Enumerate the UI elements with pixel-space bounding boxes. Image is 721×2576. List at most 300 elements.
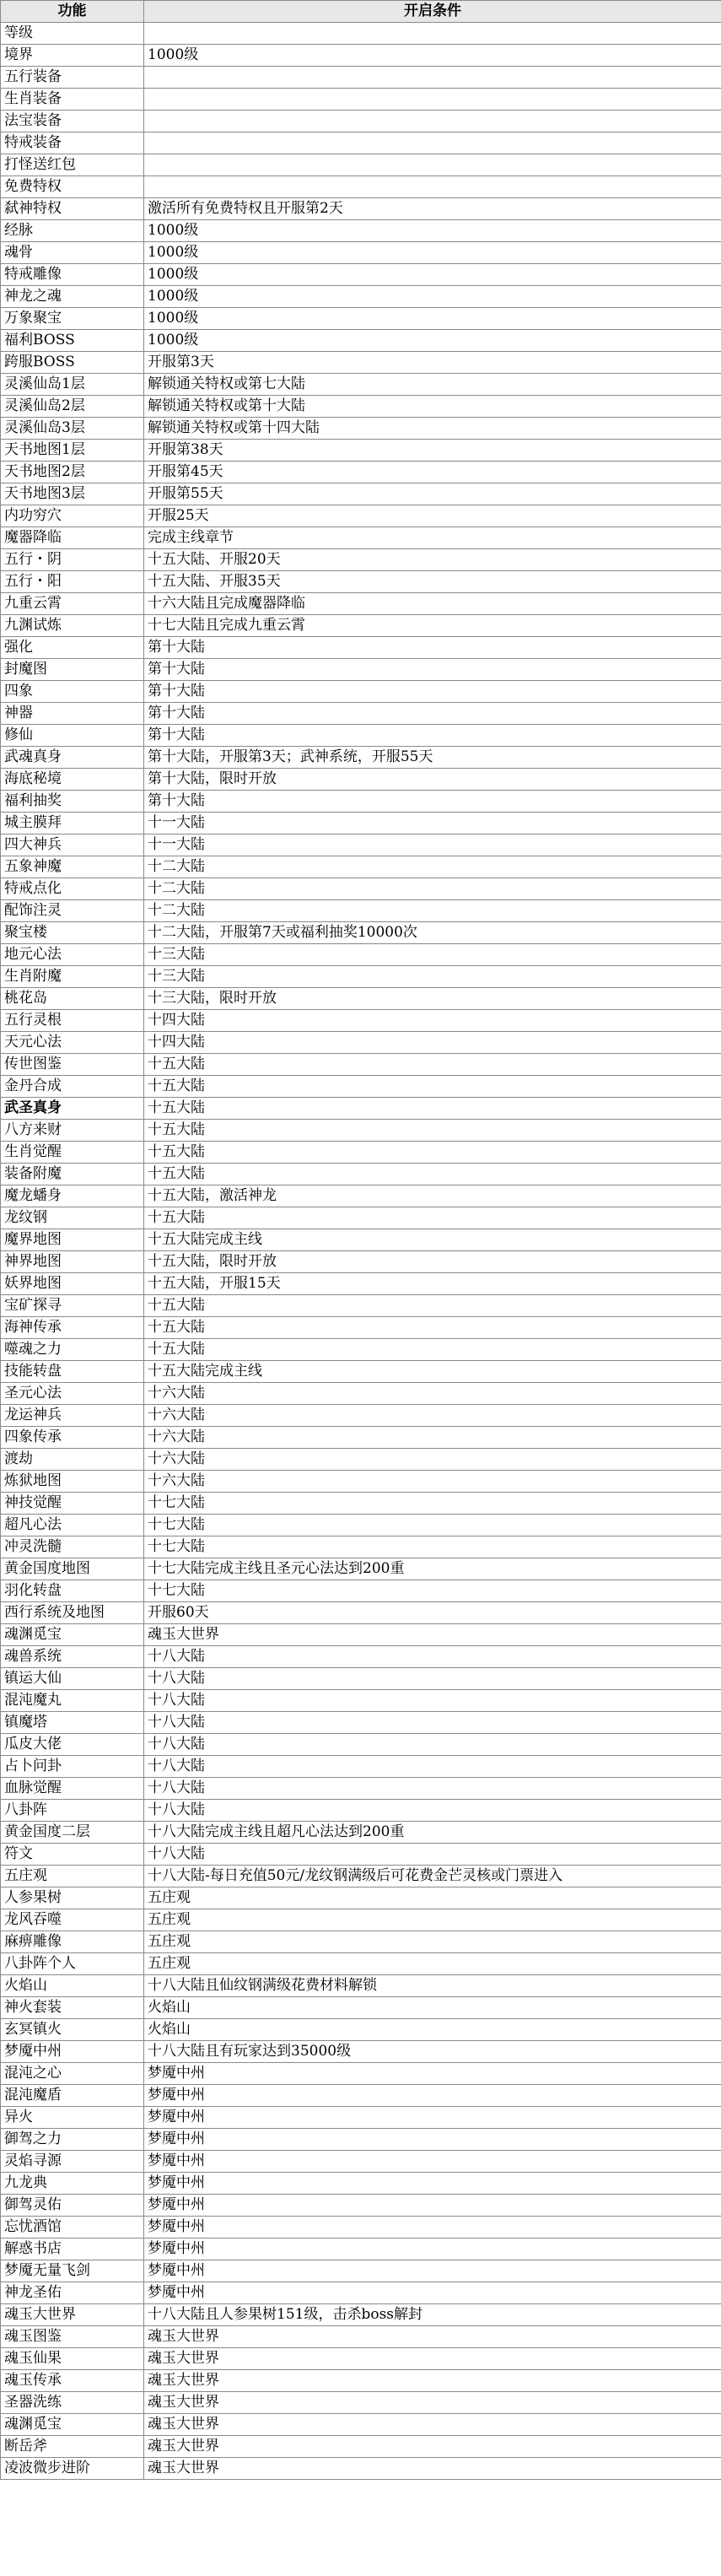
header-row [1, 1, 721, 23]
table-row [1, 1010, 721, 1032]
feature-cell: 混沌之心 [1, 2063, 144, 2085]
condition-cell: 魂玉大世界 [144, 1624, 721, 1646]
feature-cell: 魔器降临 [1, 527, 144, 549]
condition-cell: 魂玉大世界 [144, 2436, 721, 2458]
feature-cell: 龙风吞噬 [1, 1909, 144, 1931]
condition-cell: 十一大陆 [144, 834, 721, 856]
feature-cell: 五行装备 [1, 67, 144, 89]
condition-cell: 十七大陆 [144, 1536, 721, 1558]
table-row [1, 1887, 721, 1909]
feature-cell: 五行・阳 [1, 571, 144, 593]
feature-cell: 桃花岛 [1, 988, 144, 1010]
feature-cell: 八卦阵个人 [1, 1953, 144, 1975]
table-row [1, 2348, 721, 2370]
table-row [1, 2151, 721, 2173]
table-row [1, 1866, 721, 1887]
table-row [1, 2370, 721, 2392]
table-row [1, 1273, 721, 1295]
feature-cell: 八方来财 [1, 1120, 144, 1142]
feature-cell: 瓜皮大佬 [1, 1734, 144, 1756]
condition-cell: 火焰山 [144, 2019, 721, 2041]
feature-cell: 魔界地图 [1, 1229, 144, 1251]
feature-cell: 圣元心法 [1, 1383, 144, 1405]
table-row [1, 1580, 721, 1602]
condition-cell [144, 89, 721, 111]
table-row [1, 1909, 721, 1931]
condition-cell: 梦魇中州 [144, 2260, 721, 2282]
feature-cell: 九重云霄 [1, 593, 144, 615]
feature-cell: 特戒点化 [1, 878, 144, 900]
feature-cell: 万象聚宝 [1, 308, 144, 330]
condition-cell [144, 111, 721, 132]
table-row [1, 834, 721, 856]
table-row [1, 856, 721, 878]
feature-cell: 魂骨 [1, 242, 144, 264]
table-row [1, 2260, 721, 2282]
table-row [1, 593, 721, 615]
condition-cell: 十一大陆 [144, 813, 721, 834]
feature-cell: 福利抽奖 [1, 791, 144, 813]
feature-cell: 超凡心法 [1, 1515, 144, 1536]
table-row [1, 2019, 721, 2041]
condition-cell: 十七大陆完成主线且圣元心法达到200重 [144, 1558, 721, 1580]
feature-cell: 四象传承 [1, 1427, 144, 1449]
feature-cell: 特戒雕像 [1, 264, 144, 286]
feature-cell: 境界 [1, 45, 144, 67]
feature-cell: 魂渊觅宝 [1, 1624, 144, 1646]
condition-cell: 完成主线章节 [144, 527, 721, 549]
table-row [1, 352, 721, 374]
condition-cell: 开服第3天 [144, 352, 721, 374]
condition-cell: 梦魇中州 [144, 2217, 721, 2238]
condition-cell: 十五大陆，限时开放 [144, 1251, 721, 1273]
condition-cell: 魂玉大世界 [144, 2370, 721, 2392]
feature-cell: 五行灵根 [1, 1010, 144, 1032]
feature-cell: 修仙 [1, 725, 144, 747]
table-row [1, 922, 721, 944]
table-row [1, 2326, 721, 2348]
table-row [1, 1536, 721, 1558]
table-row [1, 198, 721, 220]
condition-cell: 十五大陆 [144, 1120, 721, 1142]
feature-cell: 魂玉图鉴 [1, 2326, 144, 2348]
feature-cell: 海神传承 [1, 1317, 144, 1339]
feature-cell: 生肖附魔 [1, 966, 144, 988]
feature-cell: 金丹合成 [1, 1076, 144, 1098]
table-row [1, 330, 721, 352]
table-row [1, 1800, 721, 1822]
condition-cell: 梦魇中州 [144, 2195, 721, 2217]
condition-cell [144, 176, 721, 198]
table-row [1, 2041, 721, 2063]
table-row [1, 418, 721, 440]
feature-cell: 混沌魔盾 [1, 2085, 144, 2107]
table-row [1, 1142, 721, 1164]
condition-cell: 十七大陆 [144, 1493, 721, 1515]
feature-cell: 传世图鉴 [1, 1054, 144, 1076]
table-row [1, 2107, 721, 2129]
condition-cell: 十六大陆且完成魔器降临 [144, 593, 721, 615]
feature-cell: 黄金国度地图 [1, 1558, 144, 1580]
condition-cell: 1000级 [144, 264, 721, 286]
condition-cell: 十六大陆 [144, 1449, 721, 1471]
feature-cell: 八卦阵 [1, 1800, 144, 1822]
feature-cell: 武魂真身 [1, 747, 144, 769]
condition-cell: 十八大陆-每日充值50元/龙纹钢满级后可花费金芒灵核或门票进入 [144, 1866, 721, 1887]
condition-cell: 十五大陆、开服20天 [144, 549, 721, 571]
condition-cell: 梦魇中州 [144, 2151, 721, 2173]
feature-cell: 炼狱地图 [1, 1471, 144, 1493]
table-row [1, 1668, 721, 1690]
condition-cell: 第十大陆 [144, 725, 721, 747]
table-row [1, 1339, 721, 1361]
feature-cell: 噬魂之力 [1, 1339, 144, 1361]
table-row [1, 1690, 721, 1712]
table-row [1, 549, 721, 571]
condition-cell: 十四大陆 [144, 1032, 721, 1054]
table-row [1, 1493, 721, 1515]
condition-cell: 梦魇中州 [144, 2282, 721, 2304]
table-row [1, 242, 721, 264]
feature-cell: 天元心法 [1, 1032, 144, 1054]
feature-cell: 配饰注灵 [1, 900, 144, 922]
feature-cell: 神技觉醒 [1, 1493, 144, 1515]
condition-cell: 十三大陆 [144, 966, 721, 988]
table-row [1, 220, 721, 242]
feature-cell: 经脉 [1, 220, 144, 242]
table-row [1, 2304, 721, 2326]
feature-cell: 渡劫 [1, 1449, 144, 1471]
condition-cell: 十五大陆，开服15天 [144, 1273, 721, 1295]
condition-cell: 1000级 [144, 286, 721, 308]
condition-cell: 魂玉大世界 [144, 2326, 721, 2348]
condition-cell: 十二大陆 [144, 856, 721, 878]
feature-cell: 灵溪仙岛2层 [1, 396, 144, 418]
table-row [1, 1778, 721, 1800]
condition-cell [144, 132, 721, 154]
table-row [1, 1405, 721, 1427]
feature-cell: 城主膜拜 [1, 813, 144, 834]
condition-cell: 十五大陆 [144, 1054, 721, 1076]
feature-cell: 梦魇无量飞剑 [1, 2260, 144, 2282]
table-row [1, 747, 721, 769]
table-row [1, 154, 721, 176]
feature-cell: 四象 [1, 681, 144, 703]
condition-cell [144, 23, 721, 45]
table-row [1, 988, 721, 1010]
feature-cell: 海底秘境 [1, 769, 144, 791]
column-header-condition: 开启条件 [144, 1, 721, 23]
feature-cell: 弑神特权 [1, 198, 144, 220]
feature-cell: 魂玉仙果 [1, 2348, 144, 2370]
table-row [1, 1997, 721, 2019]
condition-cell: 十八大陆 [144, 1778, 721, 1800]
table-row [1, 440, 721, 462]
table-row [1, 45, 721, 67]
feature-cell: 装备附魔 [1, 1164, 144, 1185]
feature-cell: 羽化转盘 [1, 1580, 144, 1602]
condition-cell: 梦魇中州 [144, 2238, 721, 2260]
feature-cell: 特戒装备 [1, 132, 144, 154]
table-row [1, 2392, 721, 2414]
condition-cell: 十五大陆，激活神龙 [144, 1185, 721, 1207]
table-row [1, 944, 721, 966]
table-row [1, 1317, 721, 1339]
feature-cell: 魔龙蟠身 [1, 1185, 144, 1207]
condition-cell: 解锁通关特权或第十四大陆 [144, 418, 721, 440]
condition-cell: 第十大陆 [144, 681, 721, 703]
condition-cell: 第十大陆 [144, 637, 721, 659]
feature-cell: 断岳斧 [1, 2436, 144, 2458]
feature-cell: 神器 [1, 703, 144, 725]
table-row [1, 1449, 721, 1471]
feature-cell: 血脉觉醒 [1, 1778, 144, 1800]
table-row [1, 132, 721, 154]
condition-cell: 十七大陆 [144, 1515, 721, 1536]
table-row [1, 1734, 721, 1756]
condition-cell: 1000级 [144, 308, 721, 330]
table-row [1, 659, 721, 681]
condition-cell: 十五大陆、开服35天 [144, 571, 721, 593]
table-row [1, 1953, 721, 1975]
feature-cell: 御驾灵佑 [1, 2195, 144, 2217]
condition-cell: 十三大陆 [144, 944, 721, 966]
condition-cell: 开服第45天 [144, 462, 721, 483]
table-row [1, 308, 721, 330]
table-row [1, 111, 721, 132]
condition-cell: 十二大陆 [144, 900, 721, 922]
feature-cell: 打怪送红包 [1, 154, 144, 176]
feature-cell: 镇魔塔 [1, 1712, 144, 1734]
feature-cell: 宝矿探寻 [1, 1295, 144, 1317]
feature-cell: 天书地图3层 [1, 483, 144, 505]
condition-cell: 1000级 [144, 45, 721, 67]
feature-cell: 天书地图2层 [1, 462, 144, 483]
feature-cell: 魂玉大世界 [1, 2304, 144, 2326]
feature-cell: 神火套装 [1, 1997, 144, 2019]
condition-cell: 十五大陆 [144, 1164, 721, 1185]
condition-cell: 十五大陆完成主线 [144, 1229, 721, 1251]
table-row [1, 23, 721, 45]
feature-cell: 福利BOSS [1, 330, 144, 352]
feature-cell: 玄冥镇火 [1, 2019, 144, 2041]
table-row [1, 637, 721, 659]
condition-cell: 火焰山 [144, 1997, 721, 2019]
condition-cell: 开服25天 [144, 505, 721, 527]
condition-cell: 十五大陆 [144, 1098, 721, 1120]
table-row [1, 1120, 721, 1142]
table-row [1, 1054, 721, 1076]
table-row [1, 966, 721, 988]
feature-cell: 麻痹雕像 [1, 1931, 144, 1953]
table-row [1, 2238, 721, 2260]
table-row [1, 725, 721, 747]
table-row [1, 264, 721, 286]
table-row [1, 1624, 721, 1646]
condition-cell: 十四大陆 [144, 1010, 721, 1032]
table-row [1, 1427, 721, 1449]
feature-cell: 内功穷穴 [1, 505, 144, 527]
condition-cell: 开服第55天 [144, 483, 721, 505]
feature-cell: 火焰山 [1, 1975, 144, 1997]
table-row [1, 1032, 721, 1054]
condition-cell: 第十大陆，限时开放 [144, 769, 721, 791]
table-row [1, 176, 721, 198]
table-row [1, 2217, 721, 2238]
condition-cell: 魂玉大世界 [144, 2458, 721, 2480]
feature-cell: 魂玉传承 [1, 2370, 144, 2392]
condition-cell: 十五大陆 [144, 1207, 721, 1229]
condition-cell [144, 154, 721, 176]
feature-cell: 冲灵洗髓 [1, 1536, 144, 1558]
table-row [1, 1822, 721, 1844]
feature-cell: 龙纹钢 [1, 1207, 144, 1229]
feature-cell: 跨服BOSS [1, 352, 144, 374]
condition-cell: 十二大陆，开服第7天或福利抽奖10000次 [144, 922, 721, 944]
condition-cell [144, 67, 721, 89]
feature-cell: 占卜问卦 [1, 1756, 144, 1778]
condition-cell: 十八大陆 [144, 1800, 721, 1822]
feature-cell: 五行・阴 [1, 549, 144, 571]
table-row [1, 1098, 721, 1120]
condition-cell: 十五大陆完成主线 [144, 1361, 721, 1383]
condition-cell: 第十大陆，开服第3天；武神系统，开服55天 [144, 747, 721, 769]
feature-cell: 魂渊觅宝 [1, 2414, 144, 2436]
feature-cell: 混沌魔丸 [1, 1690, 144, 1712]
table-row [1, 769, 721, 791]
table-row [1, 1602, 721, 1624]
table-row [1, 1931, 721, 1953]
condition-cell: 十七大陆 [144, 1580, 721, 1602]
condition-cell: 十八大陆 [144, 1712, 721, 1734]
table-row [1, 2282, 721, 2304]
table-row [1, 813, 721, 834]
table-row [1, 67, 721, 89]
table-row [1, 1515, 721, 1536]
table-row [1, 2458, 721, 2480]
table-row [1, 1185, 721, 1207]
condition-cell: 五庄观 [144, 1887, 721, 1909]
table-row [1, 483, 721, 505]
feature-cell: 魂兽系统 [1, 1646, 144, 1668]
table-row [1, 1975, 721, 1997]
table-row [1, 1558, 721, 1580]
table-row [1, 1383, 721, 1405]
condition-cell: 1000级 [144, 242, 721, 264]
condition-cell: 十八大陆 [144, 1734, 721, 1756]
table-row [1, 681, 721, 703]
feature-cell: 异火 [1, 2107, 144, 2129]
feature-cell: 四大神兵 [1, 834, 144, 856]
condition-cell: 十七大陆且完成九重云霄 [144, 615, 721, 637]
condition-cell: 五庄观 [144, 1931, 721, 1953]
feature-cell: 生肖觉醒 [1, 1142, 144, 1164]
table-row [1, 462, 721, 483]
table-row [1, 2129, 721, 2151]
feature-cell: 西行系统及地图 [1, 1602, 144, 1624]
condition-cell: 十五大陆 [144, 1076, 721, 1098]
table-row [1, 703, 721, 725]
feature-cell: 符文 [1, 1844, 144, 1866]
feature-cell: 神龙之魂 [1, 286, 144, 308]
feature-cell: 九渊试炼 [1, 615, 144, 637]
table-row [1, 1076, 721, 1098]
feature-cell: 灵溪仙岛1层 [1, 374, 144, 396]
table-row [1, 2173, 721, 2195]
feature-cell: 等级 [1, 23, 144, 45]
condition-cell: 十五大陆 [144, 1142, 721, 1164]
condition-cell: 梦魇中州 [144, 2107, 721, 2129]
condition-cell: 十八大陆且有玩家达到35000级 [144, 2041, 721, 2063]
feature-cell: 聚宝楼 [1, 922, 144, 944]
table-row [1, 2063, 721, 2085]
feature-cell: 技能转盘 [1, 1361, 144, 1383]
condition-cell: 十八大陆 [144, 1844, 721, 1866]
condition-cell: 十六大陆 [144, 1383, 721, 1405]
table-row [1, 1756, 721, 1778]
feature-cell: 法宝装备 [1, 111, 144, 132]
table-row [1, 1229, 721, 1251]
feature-cell: 武圣真身 [1, 1098, 144, 1120]
table-row [1, 1471, 721, 1493]
feature-cell: 人参果树 [1, 1887, 144, 1909]
feature-cell: 梦魇中州 [1, 2041, 144, 2063]
feature-cell: 强化 [1, 637, 144, 659]
condition-cell: 十六大陆 [144, 1471, 721, 1493]
table-row [1, 615, 721, 637]
condition-cell: 梦魇中州 [144, 2063, 721, 2085]
table-row [1, 1361, 721, 1383]
feature-cell: 灵溪仙岛3层 [1, 418, 144, 440]
condition-cell: 魂玉大世界 [144, 2392, 721, 2414]
feature-cell: 九龙典 [1, 2173, 144, 2195]
feature-cell: 生肖装备 [1, 89, 144, 111]
condition-cell: 第十大陆 [144, 659, 721, 681]
table-row [1, 1295, 721, 1317]
table-row [1, 2414, 721, 2436]
condition-cell: 十五大陆 [144, 1339, 721, 1361]
condition-cell: 十六大陆 [144, 1427, 721, 1449]
condition-cell: 魂玉大世界 [144, 2348, 721, 2370]
condition-cell: 解锁通关特权或第十大陆 [144, 396, 721, 418]
table-row [1, 2436, 721, 2458]
condition-cell: 梦魇中州 [144, 2173, 721, 2195]
condition-cell: 十八大陆 [144, 1668, 721, 1690]
feature-cell: 镇运大仙 [1, 1668, 144, 1690]
condition-cell: 十三大陆，限时开放 [144, 988, 721, 1010]
table-row [1, 1207, 721, 1229]
feature-cell: 圣器洗练 [1, 2392, 144, 2414]
table-row [1, 1712, 721, 1734]
condition-cell: 梦魇中州 [144, 2129, 721, 2151]
condition-cell: 十五大陆 [144, 1295, 721, 1317]
feature-cell: 五象神魔 [1, 856, 144, 878]
feature-cell: 妖界地图 [1, 1273, 144, 1295]
feature-cell: 龙运神兵 [1, 1405, 144, 1427]
table-row [1, 2085, 721, 2107]
condition-cell: 十六大陆 [144, 1405, 721, 1427]
table-row [1, 527, 721, 549]
table-row [1, 89, 721, 111]
condition-cell: 十八大陆且人参果树151级，击杀boss解封 [144, 2304, 721, 2326]
table-row [1, 1844, 721, 1866]
condition-cell: 第十大陆 [144, 791, 721, 813]
condition-cell: 十五大陆 [144, 1317, 721, 1339]
table-row [1, 571, 721, 593]
feature-cell: 地元心法 [1, 944, 144, 966]
feature-cell: 灵焰寻源 [1, 2151, 144, 2173]
condition-cell: 第十大陆 [144, 703, 721, 725]
